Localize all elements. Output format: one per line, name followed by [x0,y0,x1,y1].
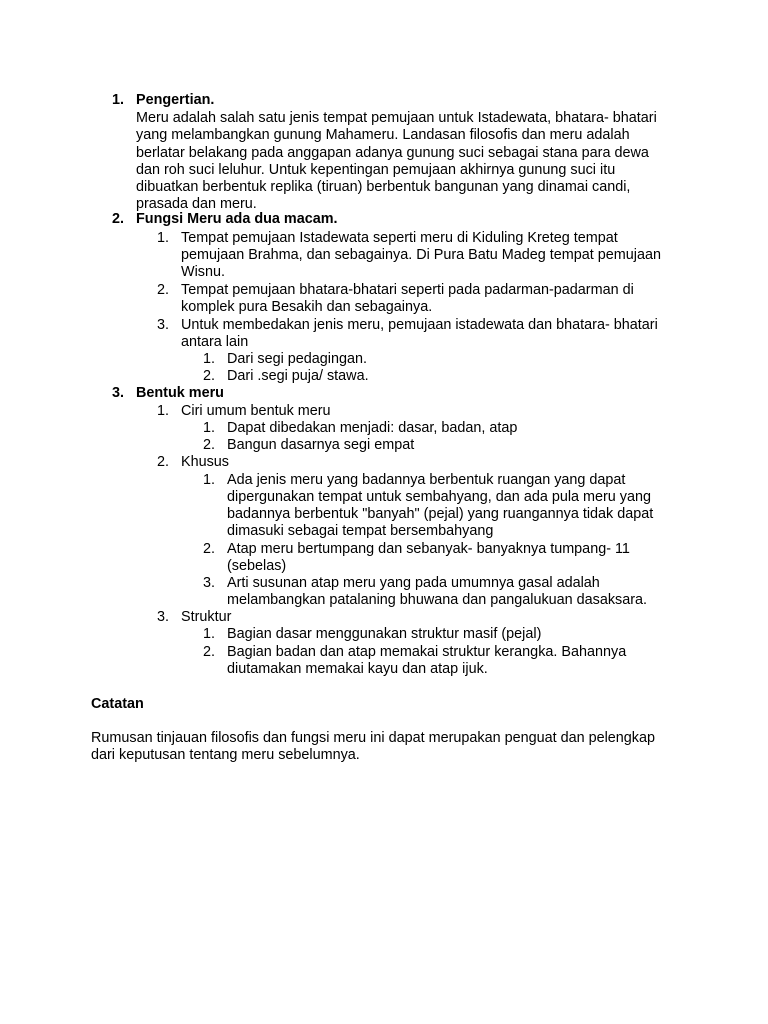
s2-item-3-line-1: Untuk membedakan jenis meru, pemujaan istadewata dan bhatara- bhatari [181,317,658,333]
s3-item-2-sub-3-line-1: Arti susunan atap meru yang pada umumnya gasal adalah [227,575,600,591]
s3-item-2-sub-1-line-3: badannya berbentuk "banyah" (pejal) yang ruangannya tidak dapat [227,506,654,522]
section-1-title: Pengertian. [136,92,215,108]
s2-item-1-line-2: pemujaan Brahma, dan sebagainya. Di Pura Batu Madeg tempat pemujaan [181,247,661,263]
section-1-line-3: berlatar belakang pada anggapan adanya gunung suci sebagai stana para dewa [136,145,649,161]
section-1-line-5: dibuatkan berbentuk replika (tiruan) berbentuk bangunan yang dinamai candi, [136,179,631,195]
s2-item-3-sub-2-line-1: Dari .segi puja/ stawa. [227,368,369,384]
s3-item-2-sub-1-line-1: Ada jenis meru yang badannya berbentuk ruangan yang dapat [227,472,626,488]
s2-item-1-line-1: Tempat pemujaan Istadewata seperti meru di Kiduling Kreteg tempat [181,230,618,246]
s3-item-2-sub-2-line-2: (sebelas) [227,558,287,574]
s3-item-3-sub-2-line-1: Bagian badan dan atap memakai struktur kerangka. Bahannya [227,644,627,660]
s3-item-3-sub-2-line-2: diutamakan memakai kayu dan atap ijuk. [227,661,488,677]
section-2-title: Fungsi Meru ada dua macam. [136,211,338,227]
s3-item-2-sub-1-line-2: dipergunakan tempat untuk sembahyang, dan ada pula meru yang [227,489,652,505]
s2-item-3-sub-1-number: 1. [202,351,215,367]
s2-item-2-number: 2. [156,282,169,298]
s3-item-2-sub-3-number: 3. [202,575,215,591]
section-1-line-4: dan roh suci leluhur. Untuk kepentingan pemujaan akhirnya gunung suci itu [136,162,616,178]
s2-item-1-number: 1. [156,230,169,246]
note-line-2: dari keputusan tentang meru sebelumnya. [91,747,360,763]
s2-item-1-line-3: Wisnu. [181,264,225,280]
s2-item-3-number: 3. [156,317,169,333]
section-1-line-1: Meru adalah salah satu jenis tempat pemujaan untuk Istadewata, bhatara- bhatari [136,110,657,126]
s2-item-3-line-2: antara lain [181,334,249,350]
s3-item-3-sub-1-number: 1. [202,626,215,642]
s3-item-3-sub-1-line-1: Bagian dasar menggunakan struktur masif (pejal) [227,626,542,642]
s3-item-1-number: 1. [156,403,169,419]
s2-item-3-sub-1-line-1: Dari segi pedagingan. [227,351,368,367]
s3-item-2-sub-2-number: 2. [202,541,215,557]
s2-item-2-line-2: komplek pura Besakih dan sebagainya. [181,299,433,315]
s3-item-2-line-1: Khusus [181,454,229,470]
s3-item-1-sub-1-line-1: Dapat dibedakan menjadi: dasar, badan, atap [227,420,518,436]
s3-item-2-sub-2-line-1: Atap meru bertumpang dan sebanyak- banyaknya tumpang- 11 [227,541,630,557]
section-1-number: 1. [111,92,124,108]
s3-item-1-sub-1-number: 1. [202,420,215,436]
note-heading: Catatan [91,696,144,712]
s3-item-1-sub-2-line-1: Bangun dasarnya segi empat [227,437,415,453]
s3-item-3-number: 3. [156,609,169,625]
section-1-line-2: yang melambangkan gunung Mahameru. Landasan filosofis dan meru adalah [136,127,630,143]
s3-item-3-sub-2-number: 2. [202,644,215,660]
s3-item-3-line-1: Struktur [181,609,232,625]
section-2-number: 2. [111,211,124,227]
note-line-1: Rumusan tinjauan filosofis dan fungsi meru ini dapat merupakan penguat dan pelengkap [91,730,656,746]
section-1-line-6: prasada dan meru. [136,196,257,212]
s2-item-2-line-1: Tempat pemujaan bhatara-bhatari seperti pada padarman-padarman di [181,282,634,298]
s3-item-2-sub-3-line-2: melambangkan patalaning bhuwana dan pangalukuan dasaksara. [227,592,648,608]
s2-item-3-sub-2-number: 2. [202,368,215,384]
s3-item-1-sub-2-number: 2. [202,437,215,453]
s3-item-2-sub-1-number: 1. [202,472,215,488]
s3-item-2-sub-1-line-4: dimasuki sebagai tempat bersembahyang [227,523,494,539]
section-3-title: Bentuk meru [136,385,224,401]
s3-item-2-number: 2. [156,454,169,470]
section-3-number: 3. [111,385,124,401]
s3-item-1-line-1: Ciri umum bentuk meru [181,403,331,419]
